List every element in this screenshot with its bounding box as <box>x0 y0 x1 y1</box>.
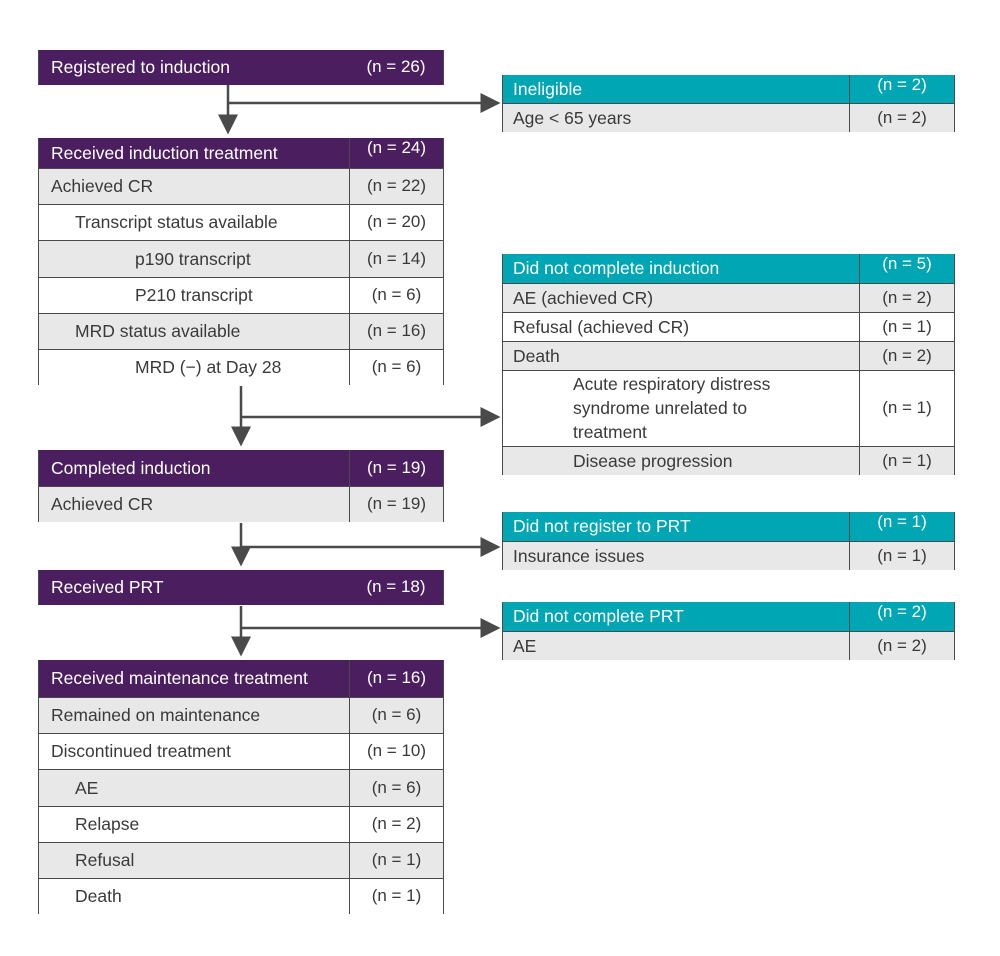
row-label: Disease progression <box>573 450 733 471</box>
row-label: Transcript status available <box>75 212 278 232</box>
row-label: Discontinued treatment <box>51 741 231 761</box>
box-header <box>39 660 443 697</box>
box-received-induction <box>38 138 444 385</box>
row-label: Remained on maintenance <box>51 705 261 725</box>
table-row <box>39 697 443 733</box>
row-count: (n = 18) <box>366 577 426 596</box>
table-row <box>503 541 954 570</box>
row-count: (n = 1) <box>859 447 954 475</box>
box-did-not-register-prt <box>502 512 955 570</box>
row-count: (n = 2) <box>849 104 954 132</box>
row-label: Ineligible <box>513 78 583 99</box>
row-label: Achieved CR <box>51 494 154 514</box>
row-count: (n = 22) <box>349 169 443 204</box>
row-label: AE <box>75 777 99 798</box>
box-registered <box>38 50 444 85</box>
row-label: Did not register to PRT <box>513 516 691 536</box>
row-count: (n = 19) <box>349 487 443 522</box>
box-header <box>503 602 954 631</box>
table-row <box>39 313 443 349</box>
row-count: (n = 1) <box>349 843 443 878</box>
table-row <box>503 370 954 446</box>
row-label: Completed induction <box>51 457 211 478</box>
row-label: Refusal (achieved CR) <box>513 316 690 337</box>
row-label: Insurance issues <box>513 545 645 566</box>
row-count: (n = 1) <box>859 313 954 341</box>
row-label: Age < 65 years <box>513 107 632 128</box>
row-count: (n = 10) <box>349 734 443 769</box>
row-count: (n = 6) <box>349 350 443 385</box>
row-label: Acute respiratory distress syndrome unrelated to treatment <box>573 374 771 442</box>
row-count: (n = 14) <box>349 241 443 277</box>
row-label: Relapse <box>75 814 140 834</box>
box-received-maintenance <box>38 660 444 914</box>
row-label: p190 transcript <box>135 248 251 269</box>
row-count: (n = 6) <box>349 698 443 733</box>
row-count: (n = 2) <box>859 284 954 312</box>
row-count: (n = 2) <box>849 632 954 660</box>
row-label: AE (achieved CR) <box>513 287 654 308</box>
row-count: (n = 24) <box>349 138 443 168</box>
box-header <box>39 138 443 168</box>
table-row <box>39 349 443 385</box>
table-row <box>39 240 443 277</box>
table-row <box>39 733 443 769</box>
row-label: Did not complete induction <box>513 258 720 278</box>
table-row <box>39 878 443 914</box>
row-label: MRD status available <box>75 321 241 341</box>
row-count: (n = 6) <box>349 770 443 806</box>
table-row <box>39 806 443 842</box>
table-row <box>39 277 443 313</box>
table-row <box>503 446 954 475</box>
row-count: (n = 16) <box>349 314 443 349</box>
row-label: Refusal <box>75 850 135 870</box>
box-header <box>39 570 443 605</box>
table-row <box>503 631 954 660</box>
row-count: (n = 6) <box>349 278 443 313</box>
table-row <box>39 769 443 806</box>
row-count: (n = 20) <box>349 205 443 240</box>
row-label: AE <box>513 635 537 656</box>
box-header <box>503 512 954 541</box>
table-row <box>39 842 443 878</box>
row-label: Did not complete PRT <box>513 606 684 626</box>
row-label: Achieved CR <box>51 176 154 196</box>
box-did-not-complete-induction <box>502 254 955 475</box>
row-count: (n = 1) <box>849 542 954 570</box>
row-label: Registered to induction <box>51 57 230 77</box>
table-row <box>503 341 954 370</box>
box-header <box>39 50 443 85</box>
row-count: (n = 16) <box>349 660 443 697</box>
row-label: Death <box>513 345 560 366</box>
row-count: (n = 1) <box>349 879 443 914</box>
row-label: Received PRT <box>51 577 164 597</box>
row-count: (n = 2) <box>349 807 443 842</box>
box-header <box>503 75 954 103</box>
row-count: (n = 26) <box>366 57 426 76</box>
box-completed-induction <box>38 450 444 522</box>
table-row <box>39 486 443 522</box>
row-count: (n = 5) <box>859 254 954 283</box>
row-label: Received induction treatment <box>51 142 278 163</box>
row-label: MRD (−) at Day 28 <box>135 357 282 377</box>
box-did-not-complete-prt <box>502 602 955 660</box>
row-count: (n = 1) <box>859 371 954 446</box>
box-header <box>503 254 954 283</box>
box-received-prt <box>38 570 444 605</box>
row-count: (n = 2) <box>849 602 954 631</box>
row-count: (n = 19) <box>349 450 443 486</box>
row-label: P210 transcript <box>135 285 253 305</box>
row-count: (n = 2) <box>859 342 954 370</box>
table-row <box>39 204 443 240</box>
row-count: (n = 2) <box>849 75 954 103</box>
box-ineligible <box>502 75 955 132</box>
box-header <box>39 450 443 486</box>
row-label: Death <box>75 886 122 906</box>
table-row <box>503 312 954 341</box>
table-row <box>503 283 954 312</box>
table-row <box>39 168 443 204</box>
row-count: (n = 1) <box>849 512 954 541</box>
table-row <box>503 103 954 132</box>
row-label: Received maintenance treatment <box>51 668 308 688</box>
